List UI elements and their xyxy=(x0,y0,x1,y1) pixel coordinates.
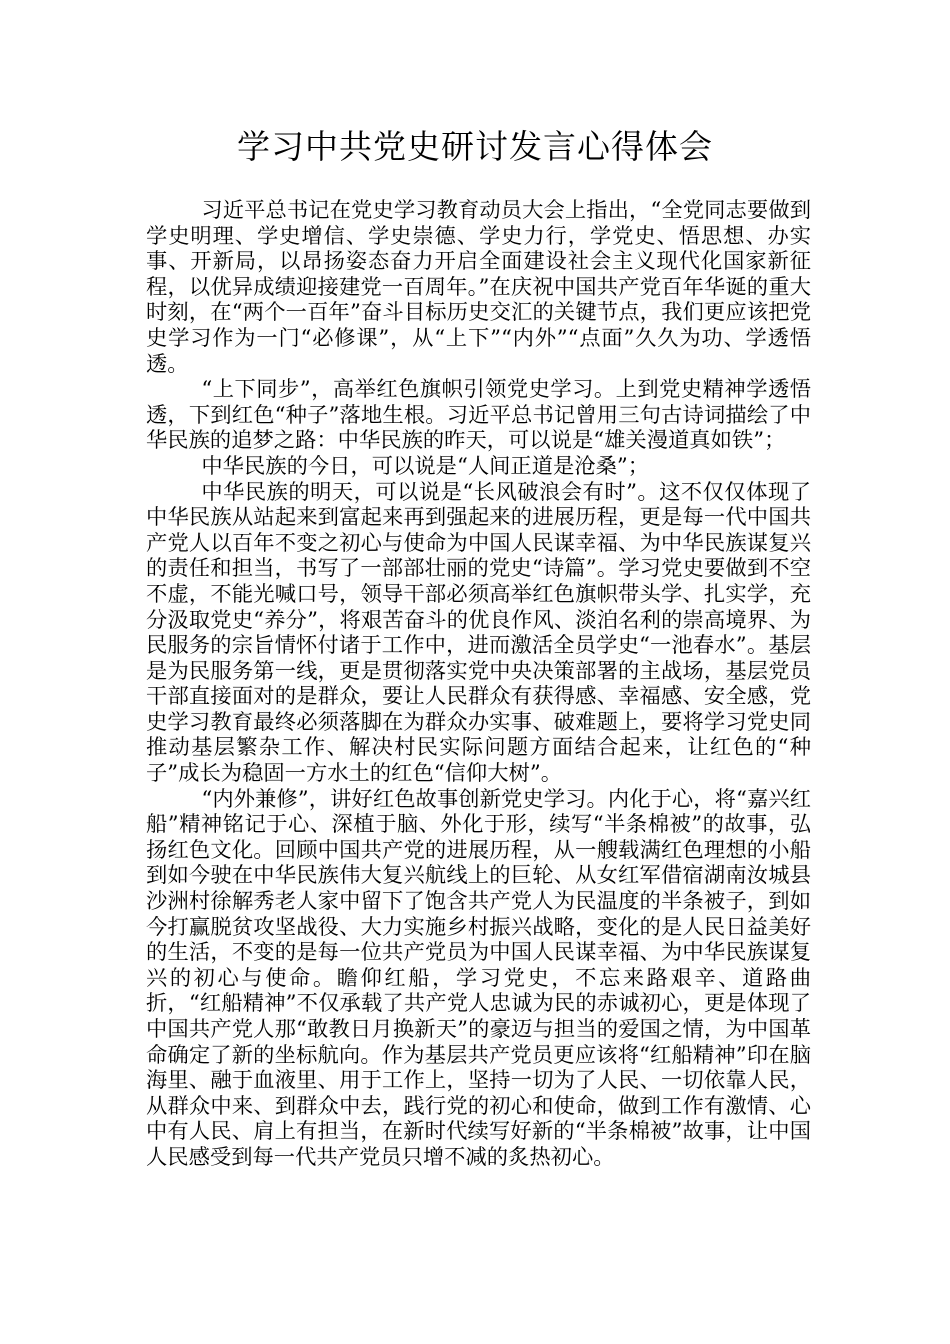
paragraph-3: 中华民族的今日，可以说是“人间正道是沧桑”； xyxy=(201,453,650,479)
document-title: 学习中共党史研讨发言心得体会 xyxy=(237,127,713,166)
paragraph-4: 中华民族的明天，可以说是“长风破浪会有时”。这不仅仅体现了中华民族从站起来到富起来再到强起来的进展历程，更是每一代中国共产党人以百年不变之初心与使命为中国人民谋幸福、为中华民族谋复兴的责任和担当，书写了一部部壮丽的党史“诗篇”。学习党史要做到不空不虚，不能光喊口号，领导干部必须高举红色旗帜带头学、扎实学，充分汲取党史“养分”，将艰苦奋斗的优良作风、淡泊名利的崇高境界、为民服务的宗旨情怀付诸于工作中，进而激活全员学史“一池春水”。基层是为民服务第一线，更是贯彻落实党中央决策部署的主战场，基层党员干部直接面对的是群众，要让人民群众有获得感、幸福感、安全感，党史学习教育最终必须落脚在为群众办实事、破难题上，要将学习党史同推动基层繁杂工作、解决村民实际问题方面结合起来，让红色的“种子”成长为稳固一方水土的红色“信仰大树”。 xyxy=(146,479,811,787)
paragraph-5: “内外兼修”，讲好红色故事创新党史学习。内化于心，将“嘉兴红船”精神铭记于心、深植于脑、外化于形，续写“半条棉被”的故事，弘扬红色文化。回顾中国共产党的进展历程，从一艘载满红色理想的小船到如今驶在中华民族伟大复兴航线上的巨轮、从女红军借宿湖南汝城县沙洲村徐解秀老人家中留下了饱含共产党人为民温度的半条被子，到如今打赢脱贫攻坚战役、大力实施乡村振兴战略，变化的是人民日益美好的生活，不变的是每一位共产党员为中国人民谋幸福、为中华民族谋复兴的初心与使命。瞻仰红船，学习党史，不忘来路艰辛、道路曲折，“红船精神”不仅承载了共产党人忠诚为民的赤诚初心，更是体现了中国共产党人那“敢教日月换新天”的豪迈与担当的爱国之情，为中国革命确定了新的坐标航向。作为基层共产党员更应该将“红船精神”印在脑海里、融于血液里、用于工作上，坚持一切为了人民、一切依靠人民，从群众中来、到群众中去，践行党的初心和使命，做到工作有激情、心中有人民、肩上有担当，在新时代续写好新的“半条棉被”故事，让中国人民感受到每一代共产党员只增不减的炙热初心。 xyxy=(146,786,811,1170)
paragraph-1: 习近平总书记在党史学习教育动员大会上指出，“全党同志要做到学史明理、学史增信、学史崇德、学史力行，学党史、悟思想、办实事、开新局，以昂扬姿态奋力开启全面建设社会主义现代化国家新征程，以优异成绩迎接建党一百周年。”在庆祝中国共产党百年华诞的重大时刻，在“两个一百年”奋斗目标历史交汇的关键节点，我们更应该把党史学习作为一门“必修课”，从“上下”“内外”“点面”久久为功、学透悟透。 xyxy=(146,198,811,377)
paragraph-2: “上下同步”，高举红色旗帜引领党史学习。上到党史精神学透悟透，下到红色“种子”落地生根。习近平总书记曾用三句古诗词描绘了中华民族的追梦之路：中华民族的昨天，可以说是“雄关漫道真如铁”； xyxy=(146,377,811,454)
document-body xyxy=(146,198,811,1171)
